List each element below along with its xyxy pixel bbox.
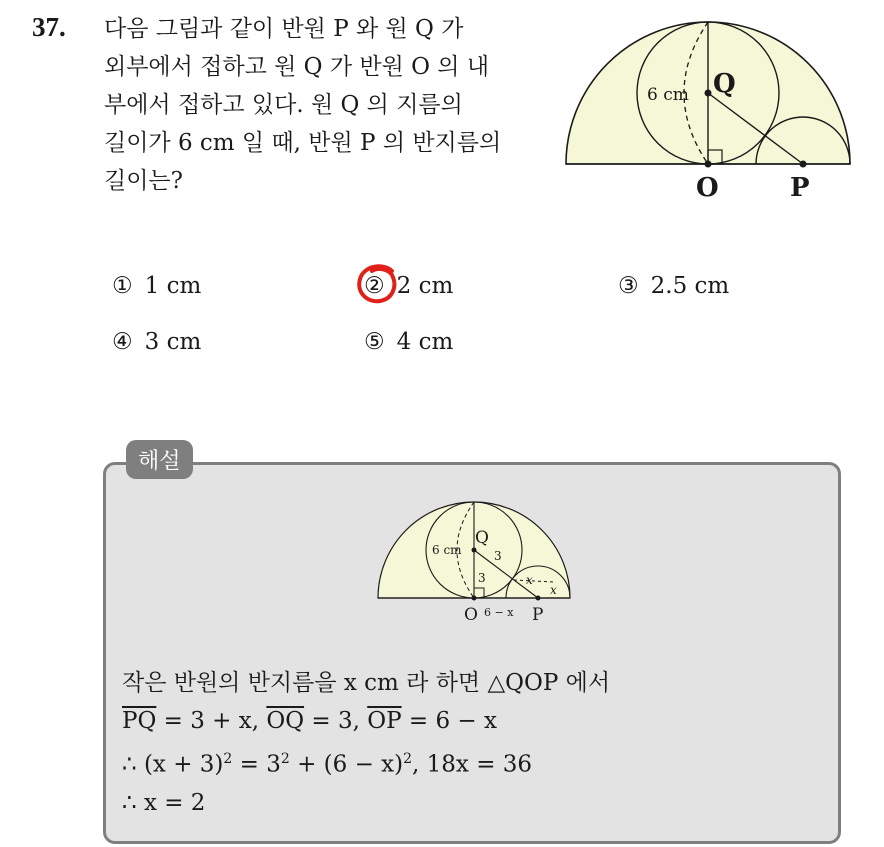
label-6cm: 6 cm <box>647 85 689 105</box>
solution-line-3 <box>122 740 610 784</box>
point-p <box>536 596 541 601</box>
solution-line-1: 작은 반원의 반지름을 x cm 라 하면 △QOP 에서 <box>122 670 611 696</box>
choice-1[interactable] <box>112 273 201 299</box>
text-run: ∴ (x + 3) <box>122 751 224 778</box>
text-run: , 18x = 36 <box>412 751 533 778</box>
exponent: 2 <box>223 751 233 767</box>
choice-text: 4 cm <box>396 329 454 355</box>
label-6cm: 6 cm <box>432 543 462 557</box>
point-p <box>800 161 807 168</box>
label-x-radius: x <box>550 583 557 597</box>
choice-number: ③ <box>618 273 639 299</box>
choice-number: ② <box>364 273 385 299</box>
solution-line-4: ∴ x = 2 <box>122 789 206 816</box>
label-o: O <box>464 605 478 625</box>
question-line: 다음 그림과 같이 반원 P 와 원 Q 가 <box>104 16 464 42</box>
label-6-minus-x: 6 − x <box>484 606 514 619</box>
choice-text: 3 cm <box>144 329 202 355</box>
answer-mark-circle <box>354 263 402 307</box>
text-run: = 6 − x <box>401 708 497 734</box>
question-line: 길이가 6 cm 일 때, 반원 P 의 반지름의 <box>104 130 502 156</box>
label-q: Q <box>713 69 736 99</box>
point-q <box>472 548 477 553</box>
choice-5[interactable] <box>364 329 453 355</box>
point-q <box>705 90 712 97</box>
label-o: O <box>696 173 719 203</box>
label-x-tangent: x <box>526 573 533 587</box>
point-o <box>705 161 712 168</box>
label-3-qp: 3 <box>494 549 502 563</box>
solution-figure <box>374 498 574 628</box>
question-line: 외부에서 접하고 원 Q 가 반원 O 의 내 <box>104 54 490 80</box>
exponent: 2 <box>280 751 290 767</box>
label-3-oq: 3 <box>478 571 486 585</box>
exponent: 2 <box>403 751 413 767</box>
question-number: 37. <box>32 12 66 42</box>
label-p: P <box>532 605 544 625</box>
text-run: = 3, <box>304 708 368 734</box>
choice-number: ⑤ <box>364 329 385 355</box>
label-p: P <box>790 173 810 203</box>
segment-op: $\overline{OP}$ <box>367 708 402 734</box>
segment-oq: $\overline{OQ}$ <box>266 708 305 734</box>
solution-text <box>122 664 610 822</box>
choice-4[interactable] <box>112 329 201 355</box>
solution-line-2 <box>122 702 610 740</box>
choice-text: 2 cm <box>396 273 454 299</box>
label-q: Q <box>475 528 489 548</box>
segment-pq: $\overline{PQ}$ <box>122 708 157 734</box>
text-run: = 3 + x, <box>156 708 267 734</box>
text-run: = 3 <box>232 751 281 778</box>
question-line: 길이는? <box>104 168 183 194</box>
question-line: 부에서 접하고 있다. 원 Q 의 지름의 <box>104 92 463 118</box>
text-run: + (6 − x) <box>289 751 404 778</box>
solution-tag: 해설 <box>126 440 193 479</box>
choice-text: 1 cm <box>144 273 202 299</box>
choice-number: ④ <box>112 329 133 355</box>
choice-text: 2.5 cm <box>650 273 730 299</box>
problem-figure <box>560 8 860 208</box>
choice-3[interactable] <box>618 273 729 299</box>
choice-number: ① <box>112 273 133 299</box>
point-o <box>472 596 477 601</box>
question-text <box>104 10 544 200</box>
